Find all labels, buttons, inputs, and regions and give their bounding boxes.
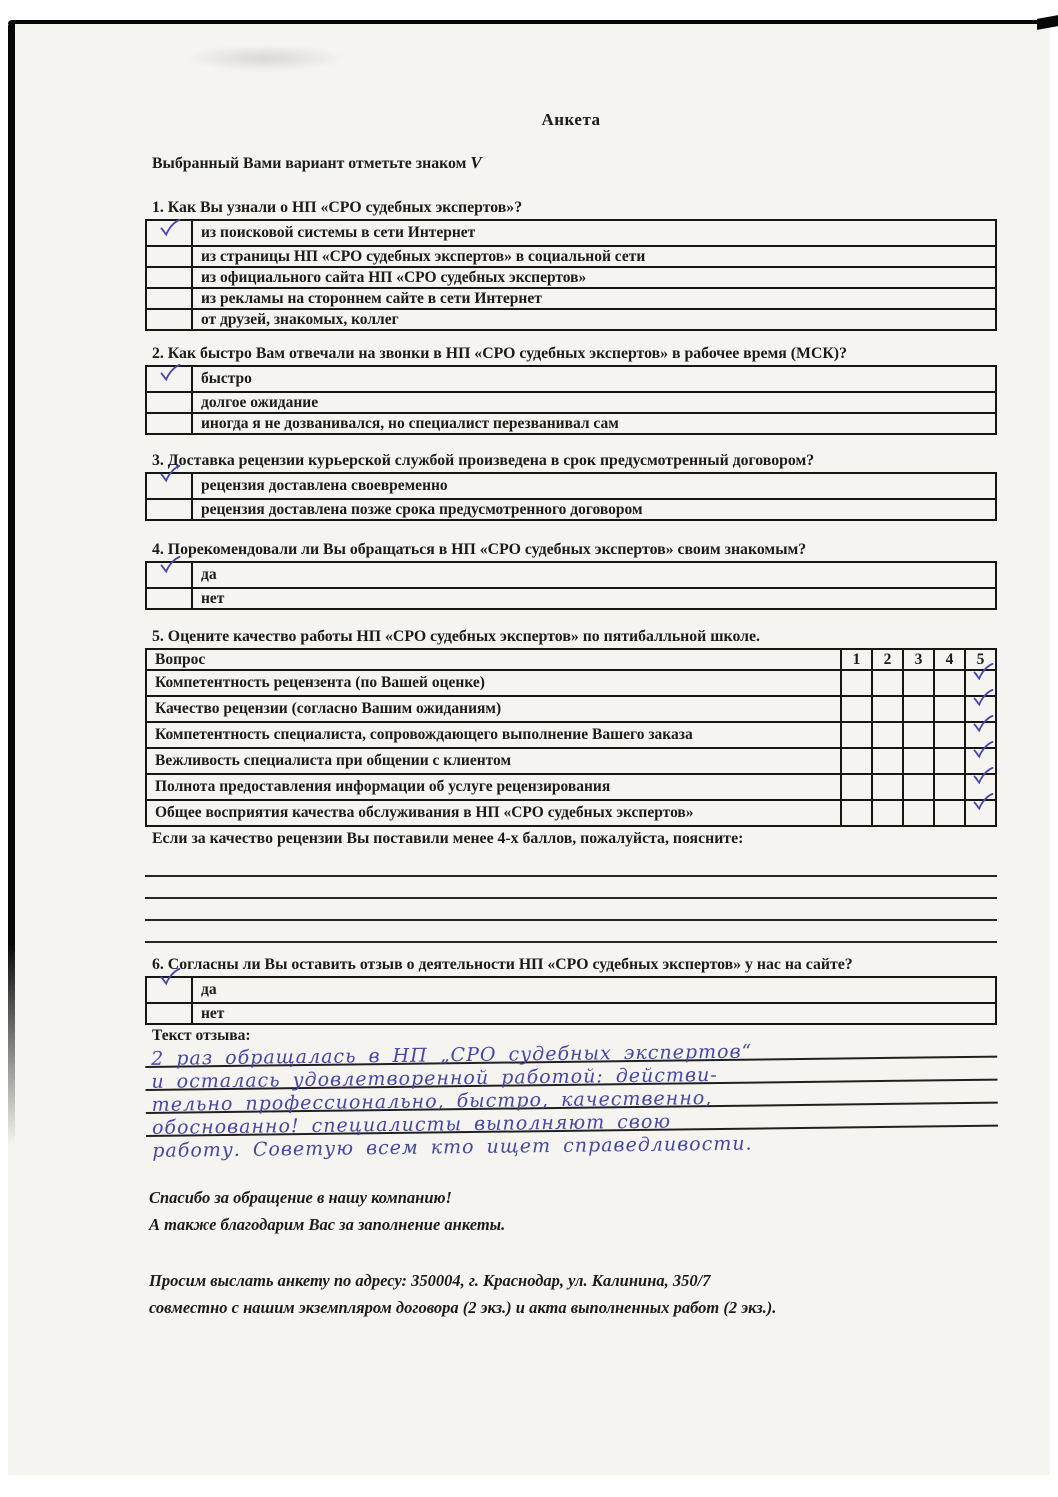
option-checkbox-cell (146, 473, 192, 499)
option-row (146, 977, 996, 1003)
rating-score-cell (872, 774, 903, 800)
rating-score-header: 4 (934, 649, 965, 670)
option-checkbox-cell (146, 499, 192, 520)
rating-row (146, 748, 996, 774)
option-label: да (192, 977, 996, 1003)
rating-score-cell (872, 696, 903, 722)
option-label: из официального сайта НП «СРО судебных экспертов» (192, 267, 996, 288)
rating-score-header: 1 (841, 649, 872, 670)
option-label: нет (192, 588, 996, 609)
checkmark-icon (972, 662, 995, 681)
rating-score-cell (841, 670, 872, 696)
option-checkbox-cell (146, 246, 192, 267)
form-title: Анкета (541, 110, 601, 129)
question-block (145, 452, 997, 521)
rating-score-cell (965, 800, 996, 826)
option-row (146, 473, 996, 499)
rating-row-label: Компетентность рецензента (по Вашей оценке) (146, 670, 841, 696)
option-row (146, 220, 996, 246)
address-line-1: Просим выслать анкету по адресу: 350004, г. Краснодар, ул. Калинина, 350/7 (149, 1271, 711, 1290)
instruction-text: Выбранный Вами вариант отметьте знаком (152, 155, 471, 172)
option-checkbox-cell (146, 562, 192, 588)
rating-score-cell (841, 696, 872, 722)
instruction-mark: V (470, 153, 482, 172)
checkmark-icon (159, 464, 182, 483)
rating-score-cell (903, 800, 934, 826)
rating-score-cell (934, 696, 965, 722)
handwritten-review-line: работу. Советую всем кто ищет справедливости. (152, 1132, 753, 1162)
options-table (145, 365, 997, 435)
rating-row (146, 800, 996, 826)
options-table (145, 219, 997, 331)
rating-score-header: 2 (872, 649, 903, 670)
option-label: рецензия доставлена позже срока предусмотренного договором (192, 499, 996, 520)
option-checkbox-cell (146, 288, 192, 309)
question-block (145, 345, 997, 435)
option-row (146, 392, 996, 413)
question-heading: 1. Как Вы узнали о НП «СРО судебных экспертов»? (152, 199, 523, 216)
handwritten-review (145, 1035, 998, 1164)
option-label: быстро (192, 366, 996, 392)
rating-table (145, 648, 997, 827)
rating-score-cell (841, 722, 872, 748)
explain-note: Если за качество рецензии Вы поставили менее 4-х баллов, пожалуйста, поясните: (152, 830, 744, 847)
rating-row-label: Вежливость специалиста при общении с клиентом (146, 748, 841, 774)
handwritten-review-line: и осталась удовлетворенной работой: действи- (151, 1064, 718, 1093)
rating-score-cell (872, 800, 903, 826)
blank-line (145, 921, 997, 943)
checkmark-icon (159, 363, 182, 382)
rating-score-cell (903, 774, 934, 800)
rating-row (146, 696, 996, 722)
option-row (146, 562, 996, 588)
blank-line (145, 877, 997, 899)
option-row (146, 413, 996, 434)
option-row (146, 288, 996, 309)
option-checkbox-cell (146, 366, 192, 392)
form-content (145, 20, 997, 1321)
thanks-line-1: Спасибо за обращение в нашу компанию! (149, 1188, 452, 1207)
scan-left-edge (8, 20, 15, 1145)
address-line-2: совместно с нашим экземпляром договора (2 экз.) и акта выполненных работ (2 экз.). (149, 1298, 777, 1317)
option-label: иногда я не дозванивался, но специалист перезванивал сам (192, 413, 996, 434)
rating-row-label: Общее восприятия качества обслуживания в НП «СРО судебных экспертов» (146, 800, 841, 826)
rating-score-cell (903, 722, 934, 748)
options-table (145, 976, 997, 1025)
blank-line (145, 855, 997, 877)
rating-row-label: Полнота предоставления информации об услуге рецензирования (146, 774, 841, 800)
rating-score-cell (903, 696, 934, 722)
option-checkbox-cell (146, 309, 192, 330)
rating-score-cell (903, 670, 934, 696)
rating-score-cell (872, 748, 903, 774)
option-checkbox-cell (146, 977, 192, 1003)
checkmark-icon (159, 967, 182, 986)
rating-score-header: 5 (965, 649, 996, 670)
checkmark-icon (972, 714, 995, 733)
option-label: от друзей, знакомых, коллег (192, 309, 996, 330)
option-label: долгое ожидание (192, 392, 996, 413)
checkmark-icon (972, 740, 995, 759)
thanks-line-2: А также благодарим Вас за заполнение анкеты. (149, 1215, 506, 1234)
rating-block (145, 628, 997, 943)
option-checkbox-cell (146, 413, 192, 434)
instruction (145, 153, 997, 173)
rating-score-cell (841, 774, 872, 800)
rating-score-cell (934, 722, 965, 748)
option-checkbox-cell (146, 588, 192, 609)
rating-score-cell (841, 748, 872, 774)
rating-score-cell (872, 670, 903, 696)
question-block (145, 956, 997, 1025)
rating-score-cell (841, 800, 872, 826)
question-block (145, 541, 997, 610)
question-heading: 6. Согласны ли Вы оставить отзыв о деятельности НП «СРО судебных экспертов» у нас на сайте? (152, 956, 853, 973)
rating-header-row (146, 649, 996, 670)
option-label: да (192, 562, 996, 588)
questions-1-4 (145, 199, 997, 610)
option-label: из поисковой системы в сети Интернет (192, 220, 996, 246)
option-checkbox-cell (146, 1003, 192, 1024)
checkmark-icon (972, 688, 995, 707)
option-row (146, 267, 996, 288)
option-row (146, 366, 996, 392)
rating-row (146, 774, 996, 800)
option-label: из страницы НП «СРО судебных экспертов» в социальной сети (192, 246, 996, 267)
checkmark-icon (159, 555, 182, 574)
explanation-lines (145, 855, 997, 943)
checkmark-icon (972, 792, 995, 811)
question-heading: 4. Порекомендовали ли Вы обращаться в НП «СРО судебных экспертов» своим знакомым? (152, 541, 807, 558)
checkmark-icon (972, 766, 995, 785)
rating-score-cell (934, 774, 965, 800)
handwritten-review-line: тельно профессионально, быстро, качественно, (151, 1087, 713, 1116)
rating-question-col-header: Вопрос (146, 649, 841, 670)
rating-row-label: Качество рецензии (согласно Вашим ожиданиям) (146, 696, 841, 722)
rating-row (146, 670, 996, 696)
rating-score-cell (934, 748, 965, 774)
question-heading: 5. Оцените качество работы НП «СРО судебных экспертов» по пятибалльной школе. (152, 628, 760, 645)
blank-line (145, 899, 997, 921)
handwritten-review-line: обоснованно! специалисты выполняют свою (151, 1110, 672, 1139)
rating-score-cell (903, 748, 934, 774)
rating-row-label: Компетентность специалиста, сопровождающего выполнение Вашего заказа (146, 722, 841, 748)
handwritten-review-line: 2 раз обращалась в НП „СРО судебных экспертов“ (151, 1040, 753, 1070)
option-label: из рекламы на стороннем сайте в сети Интернет (192, 288, 996, 309)
option-checkbox-cell (146, 267, 192, 288)
rating-score-cell (934, 670, 965, 696)
question-block (145, 199, 997, 331)
options-table (145, 561, 997, 610)
rating-row (146, 722, 996, 748)
option-row (146, 499, 996, 520)
checkmark-icon (159, 218, 182, 237)
option-row (146, 309, 996, 330)
options-table (145, 472, 997, 521)
option-row (146, 1003, 996, 1024)
scan-corner-mark (1037, 15, 1058, 30)
question-heading: 3. Доставка рецензии курьерской службой произведена в срок предусмотренный договором? (152, 452, 815, 469)
thanks-text (145, 1184, 997, 1238)
option-row (146, 588, 996, 609)
option-checkbox-cell (146, 220, 192, 246)
address-text (145, 1267, 997, 1321)
rating-score-cell (872, 722, 903, 748)
option-checkbox-cell (146, 392, 192, 413)
review-label: Текст отзыва: (152, 1027, 251, 1044)
question-6 (145, 956, 997, 1025)
question-heading: 2. Как быстро Вам отвечали на звонки в НП «СРО судебных экспертов» в рабочее время (МСК)? (152, 345, 847, 362)
option-label: нет (192, 1003, 996, 1024)
rating-score-cell (934, 800, 965, 826)
option-row (146, 246, 996, 267)
rating-score-header: 3 (903, 649, 934, 670)
option-label: рецензия доставлена своевременно (192, 473, 996, 499)
